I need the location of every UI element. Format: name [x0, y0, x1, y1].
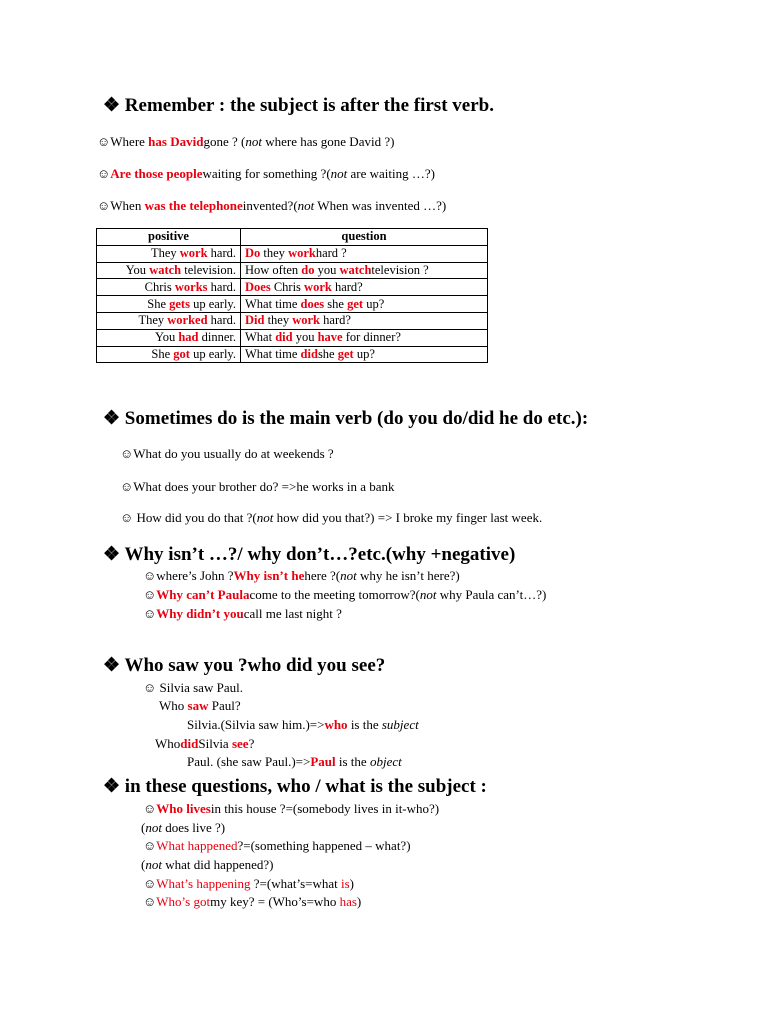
text-run: you: [314, 262, 340, 277]
table-body: [97, 245, 488, 363]
smiley-icon: ☺: [97, 134, 111, 149]
text-run: ?=(what’s=what: [250, 876, 341, 891]
example-text: [156, 801, 439, 816]
cell-positive: [97, 296, 241, 313]
text-run: not: [145, 820, 162, 835]
heading-text: Remember : the subject is after the first verb.: [124, 95, 494, 116]
heading-text: in these questions, who / what is the subject :: [124, 776, 487, 797]
example-text: [156, 587, 546, 602]
bullet-icon: ❖: [103, 544, 121, 565]
header-positive: positive: [97, 229, 241, 246]
text-run: She: [151, 346, 174, 361]
text-run: Who lives: [156, 801, 211, 816]
text-run: What time: [245, 296, 301, 311]
text-run: is: [341, 876, 350, 891]
section-heading-do-main-verb: [103, 407, 588, 430]
example-text: [110, 134, 394, 149]
text-run: ?=(something happened – what?): [237, 838, 411, 853]
example-line: [120, 510, 542, 526]
text-run: did: [275, 330, 293, 345]
cell-question: [241, 346, 488, 363]
text-run: she: [324, 296, 348, 311]
smiley-icon: ☺: [120, 479, 134, 494]
example-line: [187, 754, 402, 770]
text-run: have: [317, 330, 343, 345]
example-text: [156, 568, 459, 583]
example-line: [143, 606, 342, 622]
text-run: hard.: [207, 246, 236, 261]
text-run: object: [369, 754, 402, 769]
smiley-icon: ☺: [97, 198, 111, 213]
text-run: in this house ?=(somebody lives in it-who?): [210, 801, 440, 816]
text-run: did: [300, 346, 318, 361]
text-run: How often: [245, 262, 302, 277]
example-text: [156, 606, 342, 621]
text-run: ?: [248, 736, 255, 751]
table-row: [97, 346, 488, 363]
text-run: Why didn’t you: [156, 606, 244, 621]
text-run: What time: [245, 346, 301, 361]
text-run: why he isn’t here?): [356, 568, 460, 583]
text-run: subject: [381, 717, 419, 732]
text-run: gone ? (: [203, 134, 246, 149]
text-run: who: [324, 717, 348, 732]
text-run: come to the meeting tomorrow?(: [249, 587, 420, 602]
example-text: [141, 857, 274, 872]
text-run: does live ?): [161, 820, 226, 835]
section-heading-who-saw: [103, 654, 385, 677]
smiley-icon: ☺: [97, 166, 111, 181]
example-line: [143, 876, 354, 892]
text-run: Silvia.(Silvia saw him.)=>: [187, 717, 325, 732]
text-run: is the: [335, 754, 370, 769]
table-row: [97, 279, 488, 296]
text-run: saw: [187, 698, 209, 713]
example-text: [133, 446, 333, 461]
table-row: [97, 245, 488, 262]
text-run: She: [147, 296, 170, 311]
cell-positive: [97, 329, 241, 346]
section-heading-who-what-subject: [103, 775, 487, 798]
text-run: Why isn’t he: [233, 568, 305, 583]
text-run: they: [264, 313, 293, 328]
text-run: is the: [347, 717, 382, 732]
heading-text: Sometimes do is the main verb (do you do/did he do etc.):: [124, 408, 589, 429]
table-row: [97, 262, 488, 279]
text-run: got: [173, 346, 190, 361]
text-run: What does your brother do? =>he works in a bank: [133, 479, 395, 494]
cell-question: [241, 329, 488, 346]
text-run: here ?(: [304, 568, 341, 583]
text-run: has David: [148, 134, 204, 149]
example-line: [143, 894, 361, 910]
example-text: [156, 894, 361, 909]
bullet-icon: ❖: [103, 95, 121, 116]
text-run: not: [245, 134, 262, 149]
text-run: worked: [167, 313, 208, 328]
text-run: not: [340, 568, 357, 583]
text-run: What: [245, 330, 276, 345]
text-run: (: [141, 820, 146, 835]
text-run: had: [178, 330, 199, 345]
text-run: waiting for something ?(: [202, 166, 331, 181]
cell-positive: [97, 245, 241, 262]
table-row: [97, 312, 488, 329]
text-run: Are those people: [110, 166, 203, 181]
text-run: invented?(: [242, 198, 298, 213]
smiley-icon: ☺: [143, 894, 157, 909]
text-run: Where: [110, 134, 149, 149]
example-line: [143, 568, 460, 584]
heading-text: Why isn’t …?/ why don’t…?etc.(why +negative): [124, 544, 516, 565]
example-line: [143, 680, 243, 696]
text-run: are waiting …?): [347, 166, 435, 181]
example-line: [120, 446, 334, 462]
text-run: ): [349, 876, 355, 891]
example-line: [120, 479, 395, 495]
text-run: hard?: [331, 279, 363, 294]
text-run: Why can’t Paula: [156, 587, 250, 602]
smiley-icon: ☺: [143, 801, 157, 816]
text-run: does: [300, 296, 325, 311]
text-run: work: [288, 246, 316, 261]
cell-positive: [97, 279, 241, 296]
text-run: not: [297, 198, 315, 213]
text-run: They: [138, 313, 168, 328]
example-line: [97, 198, 446, 214]
text-run: call me last night ?: [243, 606, 342, 621]
positive-question-table: [96, 228, 488, 363]
text-run: What’s happening: [156, 876, 251, 891]
text-run: Chris: [270, 279, 305, 294]
text-run: up?: [363, 296, 385, 311]
example-text: [110, 166, 435, 181]
example-line: [143, 838, 411, 854]
example-text: [155, 736, 254, 751]
smiley-icon: ☺: [143, 838, 157, 853]
text-run: work: [292, 313, 321, 328]
table-header-row: [97, 229, 488, 246]
text-run: television ?: [371, 262, 429, 277]
cell-question: [241, 296, 488, 313]
text-run: Paul?: [208, 698, 241, 713]
text-run: watch: [339, 262, 372, 277]
text-run: watch: [149, 262, 182, 277]
section-heading-remember: [103, 94, 494, 117]
example-text: [133, 510, 542, 525]
text-run: get: [347, 296, 364, 311]
text-run: where’s John ?: [156, 568, 234, 583]
text-run: hard.: [207, 313, 236, 328]
cell-question: [241, 279, 488, 296]
example-text: [159, 698, 241, 713]
text-run: how did you that?) => I broke my finger last week.: [273, 510, 543, 525]
smiley-icon: ☺: [143, 587, 157, 602]
text-run: up early.: [189, 346, 236, 361]
text-run: ): [356, 894, 362, 909]
text-run: what did happened?): [161, 857, 274, 872]
smiley-icon: ☺: [120, 510, 134, 525]
text-run: was the telephone: [144, 198, 243, 213]
text-run: You: [154, 330, 179, 345]
example-text: [156, 876, 354, 891]
smiley-icon: ☺: [143, 876, 157, 891]
text-run: Paul: [310, 754, 336, 769]
text-run: work: [304, 279, 332, 294]
text-run: hard?: [320, 313, 351, 328]
smiley-icon: ☺: [120, 446, 134, 461]
example-text: [156, 838, 410, 853]
text-run: Did: [245, 313, 265, 328]
text-run: Who: [155, 736, 181, 751]
text-run: did: [180, 736, 199, 751]
text-run: works: [174, 279, 208, 294]
text-run: do: [301, 262, 315, 277]
text-run: How did you do that ?(: [133, 510, 257, 525]
example-line: [141, 820, 225, 836]
heading-text: Who saw you ?who did you see?: [124, 655, 386, 676]
text-run: they: [260, 246, 289, 261]
example-line: [143, 801, 439, 817]
text-run: Silvia: [198, 736, 232, 751]
example-line: [159, 698, 241, 714]
text-run: dinner.: [198, 330, 236, 345]
cell-question: [241, 245, 488, 262]
example-line: [143, 587, 546, 603]
example-line: [187, 717, 419, 733]
example-line: [155, 736, 254, 752]
text-run: hard.: [207, 279, 236, 294]
bullet-icon: ❖: [103, 776, 121, 797]
text-run: you: [292, 330, 318, 345]
cell-question: [241, 262, 488, 279]
text-run: When: [110, 198, 145, 213]
example-text: [187, 717, 419, 732]
text-run: When was invented …?): [314, 198, 447, 213]
text-run: Paul. (she saw Paul.)=>: [187, 754, 311, 769]
example-text: [110, 198, 446, 213]
section-heading-why-negative: [103, 543, 515, 566]
text-run: work: [179, 246, 208, 261]
text-run: Does: [245, 279, 271, 294]
smiley-icon: ☺: [143, 606, 157, 621]
text-run: television.: [181, 262, 236, 277]
text-run: You: [125, 262, 150, 277]
text-run: Chris: [144, 279, 175, 294]
example-text: [133, 479, 394, 494]
example-text: [156, 680, 243, 695]
text-run: see: [231, 736, 249, 751]
text-run: (: [141, 857, 146, 872]
text-run: They: [150, 246, 180, 261]
text-run: What do you usually do at weekends ?: [133, 446, 334, 461]
header-question: question: [241, 229, 488, 246]
text-run: up?: [353, 346, 375, 361]
text-run: for dinner?: [342, 330, 401, 345]
smiley-icon: ☺: [143, 680, 157, 695]
cell-question: [241, 312, 488, 329]
text-run: hard ?: [315, 246, 347, 261]
text-run: get: [337, 346, 354, 361]
text-run: Silvia saw Paul.: [156, 680, 243, 695]
example-line: [141, 857, 274, 873]
text-run: gets: [169, 296, 190, 311]
example-line: [97, 166, 435, 182]
text-run: she: [317, 346, 338, 361]
text-run: up early.: [189, 296, 236, 311]
example-text: [141, 820, 225, 835]
text-run: Do: [245, 246, 261, 261]
cell-positive: [97, 262, 241, 279]
text-run: not: [256, 510, 274, 525]
table-row: [97, 329, 488, 346]
text-run: What happened: [156, 838, 238, 853]
example-text: [187, 754, 402, 769]
text-run: my key? = (Who’s=who: [210, 894, 340, 909]
text-run: why Paula can’t…?): [436, 587, 547, 602]
text-run: has: [339, 894, 357, 909]
bullet-icon: ❖: [103, 408, 121, 429]
bullet-icon: ❖: [103, 655, 121, 676]
text-run: Who: [159, 698, 188, 713]
text-run: Who’s got: [156, 894, 211, 909]
text-run: not: [330, 166, 348, 181]
text-run: not: [145, 857, 162, 872]
cell-positive: [97, 346, 241, 363]
table-row: [97, 296, 488, 313]
text-run: not: [419, 587, 437, 602]
text-run: where has gone David ?): [261, 134, 395, 149]
example-line: [97, 134, 394, 150]
smiley-icon: ☺: [143, 568, 157, 583]
cell-positive: [97, 312, 241, 329]
